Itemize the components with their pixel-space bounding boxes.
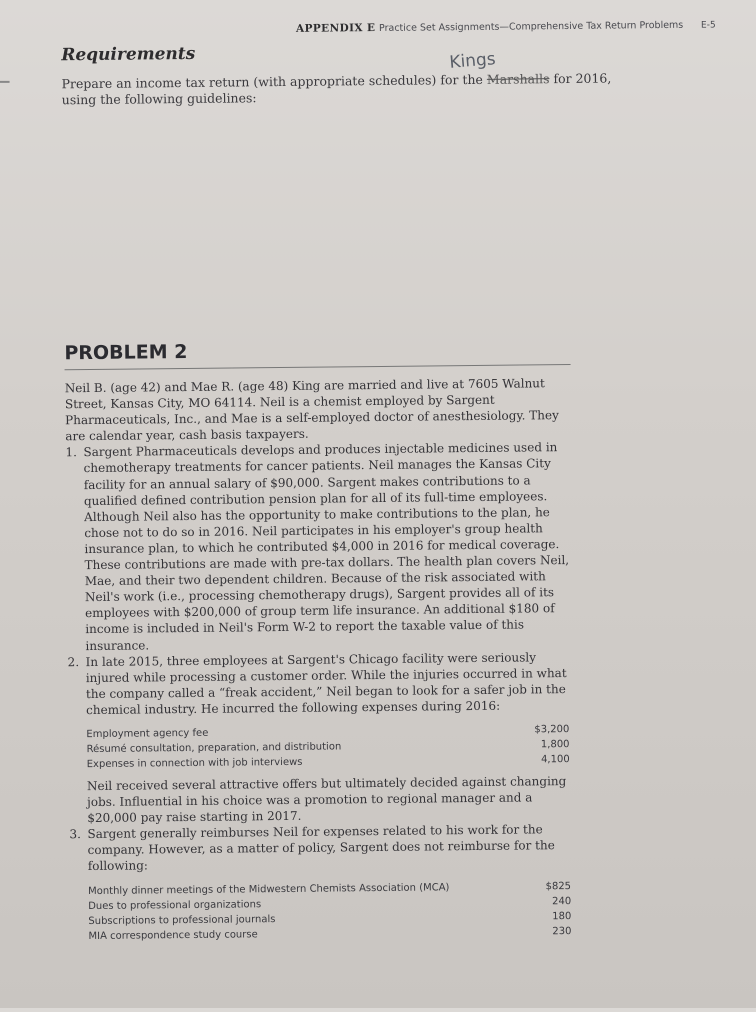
item-text: Sargent Pharmaceuticals develops and produces injectable medicines used in chemotherapy treatments for cancer patients. Neil manages the Kansas City facility for an annual salary of $90,000. Sargent makes contributions to a qualified defined contribution pension plan for all of its full-time employees. Although Neil also has the opportunity to make contributions to the plan, he chose not to do so in 2016. Neil participates in his employer's group health insurance plan, to which he contributed $4,000 in 2016 for medical coverage. These contributions are made with pre-tax dollars. The health plan covers Neil, Mae, and their two dependent children. Because of the risk associated with Neil's work (i.e., processing chemotherapy drugs), Sargent provides all of its employees with $200,000 of group term life insurance. An additional $180 of income is included in Neil's Form W-2 to report the taxable value of this insurance.	[83, 440, 570, 653]
problem-intro: Neil B. (age 42) and Mae R. (age 48) King are married and live at 7605 Walnut Street, Kansas City, MO 64114. Neil is a chemist employed by Sargent Pharmaceuticals, Inc., and Mae is a self-employed doctor of anesthesiology. They are calendar year, cash basis taxpayers.	[64, 376, 559, 444]
job-search-expenses-table	[86, 722, 573, 772]
expense-label: Employment agency fee	[86, 727, 209, 741]
expense-label: Expenses in connection with job interviews	[86, 756, 303, 771]
expense-label: MIA correspondence study course	[88, 928, 258, 942]
problem-item-3	[69, 821, 575, 944]
requirements-heading: Requirements	[61, 43, 196, 66]
item-text-after: Neil received several attractive offers but ultimately decided against changing jobs. Influential in his choice was a promotion to regional manager and a $20,000 pay raise starting in 2017.	[86, 774, 567, 826]
item-number: 2.	[67, 654, 80, 669]
requirements-text-after: for 2016, using the following guidelines:	[61, 70, 612, 108]
expense-amount: $825	[545, 880, 572, 892]
item-number: 3.	[69, 827, 81, 842]
expense-amount: 180	[552, 910, 572, 922]
page-number: E-5	[700, 20, 716, 31]
item-text: In late 2015, three employees at Sargent's Chicago facility were seriously injured while processing a customer order. While the injuries occurred in what the company called a “freak accident,” Neil began to look for a safer job in the chemical industry. He incurred the following expenses during 2016:	[85, 649, 567, 717]
expense-amount: $3,200	[534, 723, 570, 736]
problem-heading: PROBLEM 2	[64, 340, 188, 365]
header-appendix: APPENDIX E	[295, 22, 376, 35]
item-number: 1.	[65, 445, 77, 460]
problem-item-1	[65, 439, 572, 653]
expense-amount: 230	[552, 925, 572, 937]
expense-amount: 240	[552, 895, 572, 907]
requirements-text	[62, 70, 622, 108]
item-text: Sargent generally reimburses Neil for expenses related to his work for the company. However, as a matter of policy, Sargent does not reimburse for the following:	[87, 822, 555, 874]
expense-label: Subscriptions to professional journals	[88, 913, 276, 927]
expense-label: Dues to professional organizations	[88, 898, 262, 912]
problem-body	[65, 375, 576, 950]
requirements-text-before: Prepare an income tax return (with appropriate schedules) for the	[61, 71, 487, 92]
handwritten-correction: Kings	[448, 49, 497, 73]
problem-item-2	[68, 649, 575, 827]
expense-label: Résumé consultation, preparation, and distribution	[86, 741, 342, 756]
expense-amount: 1,800	[540, 738, 570, 751]
header-title: Practice Set Assignments—Comprehensive Tax Return Problems	[378, 19, 684, 34]
unreimbursed-expenses-table	[88, 878, 576, 943]
margin-mark	[0, 81, 10, 83]
struck-name: Marshalls	[486, 71, 550, 87]
expense-label: Monthly dinner meetings of the Midwestern Chemists Association (MCA)	[87, 881, 450, 897]
running-header	[0, 18, 751, 44]
expense-amount: 4,100	[540, 753, 570, 766]
heading-rule	[65, 364, 571, 370]
